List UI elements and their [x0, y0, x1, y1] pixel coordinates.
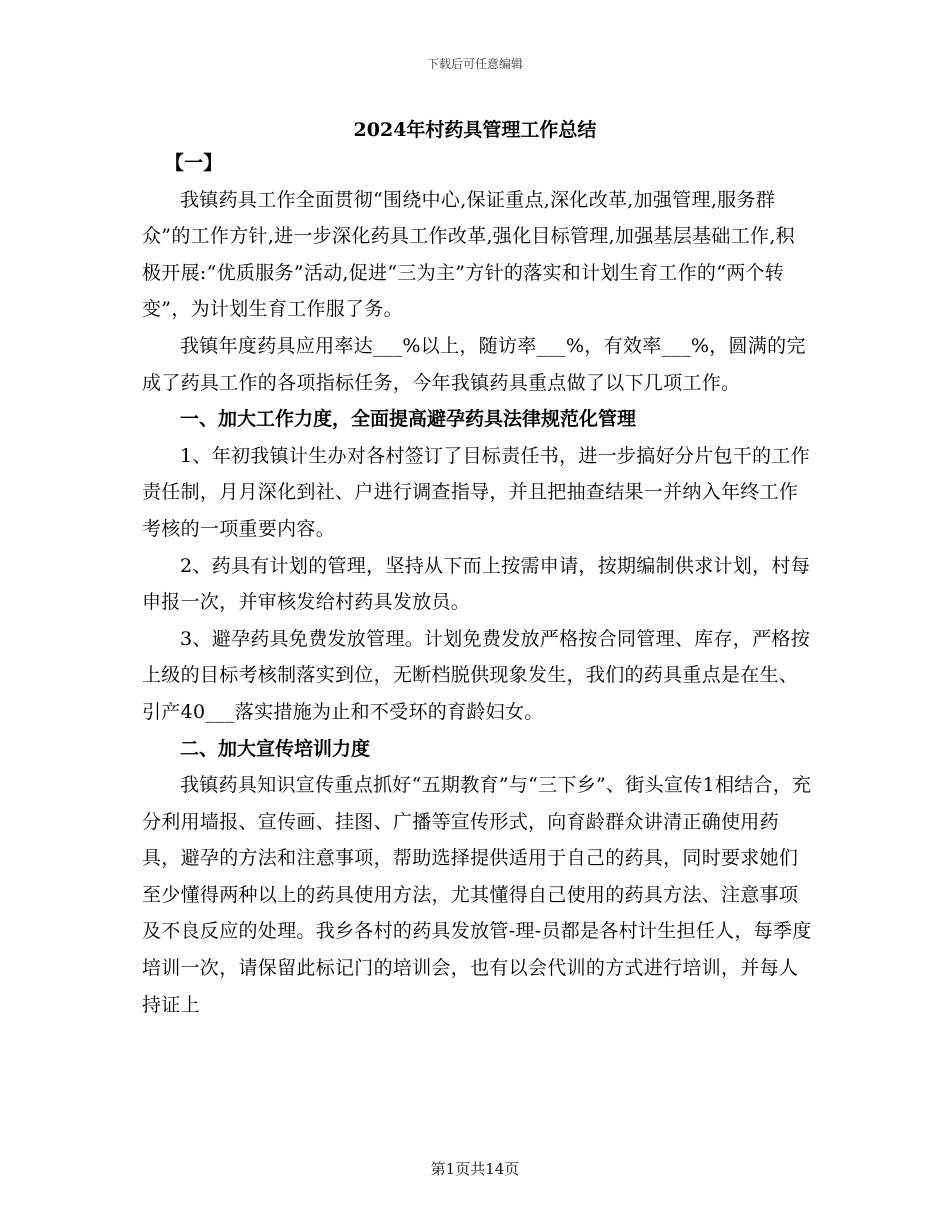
heading-section-2: 二、加大宣传培训力度 — [180, 737, 371, 760]
list-item: 1、年初我镇计生办对各村签订了目标责任书，进一步搞好分片包干的工作责任制，月月深化到社、户进行调查指导，并且把抽查结果一并纳入年终工作考核的一项重要内容。 — [142, 444, 810, 540]
heading-section-1: 一、加大工作力度，全面提高避孕药具法律规范化管理 — [180, 408, 637, 431]
document-title: 2024年村药具管理工作总结 — [353, 119, 597, 141]
page-number: 第1页共14页 — [430, 1160, 520, 1178]
paragraph-publicity: 我镇药具知识宣传重点抓好“五期教育”与“三下乡”、街头宣传1相结合，充分利用墙报、宣传画、挂图、广播等宣传形式，向育龄群众讲清正确使用药具，避孕的方法和注意事项，帮助选择提供适用于自己的药具，同时要求她们至少懂得两种以上的药具使用方法，尤其懂得自己使用的药具方法、注意事项及不良反应的处理。我乡各村的药具发放管-理-员都是各村计生担任人，每季度培训一次，请保留此标记门的培训会，也有以会代训的方式进行培训，并每人持证上 — [142, 774, 812, 1016]
list-item: 3、避孕药具免费发放管理。计划免费发放严格按合同管理、库存，严格按上级的目标考核制落实到位，无断档脱供现象发生，我们的药具重点是在生、引产40___落实措施为止和不受环的育龄妇女。 — [142, 627, 810, 723]
list-item: 2、药具有计划的管理，坚持从下而上按需申请，按期编制供求计划，村每申报一次，并审核发给村药具发放员。 — [142, 554, 810, 614]
document-body — [142, 145, 812, 1023]
header-note: 下载后可任意编辑 — [426, 57, 523, 71]
paragraph-intro: 我镇药具工作全面贯彻“围绕中心,保证重点,深化改革,加强管理,服务群众”的工作方针,进一步深化药具工作改革,强化目标管理,加强基层基础工作,积极开展:“优质服务”活动,促进“三为主”方针的落实和计划生育工作的“两个转变”，为计划生育工作服了务。 — [142, 188, 795, 321]
section-mark: 【一】 — [164, 152, 223, 174]
paragraph-stats: 我镇年度药具应用率达___%以上，随访率___%，有效率___%，圆满的完成了药具工作的各项指标任务，今年我镇药具重点做了以下几项工作。 — [142, 334, 806, 394]
